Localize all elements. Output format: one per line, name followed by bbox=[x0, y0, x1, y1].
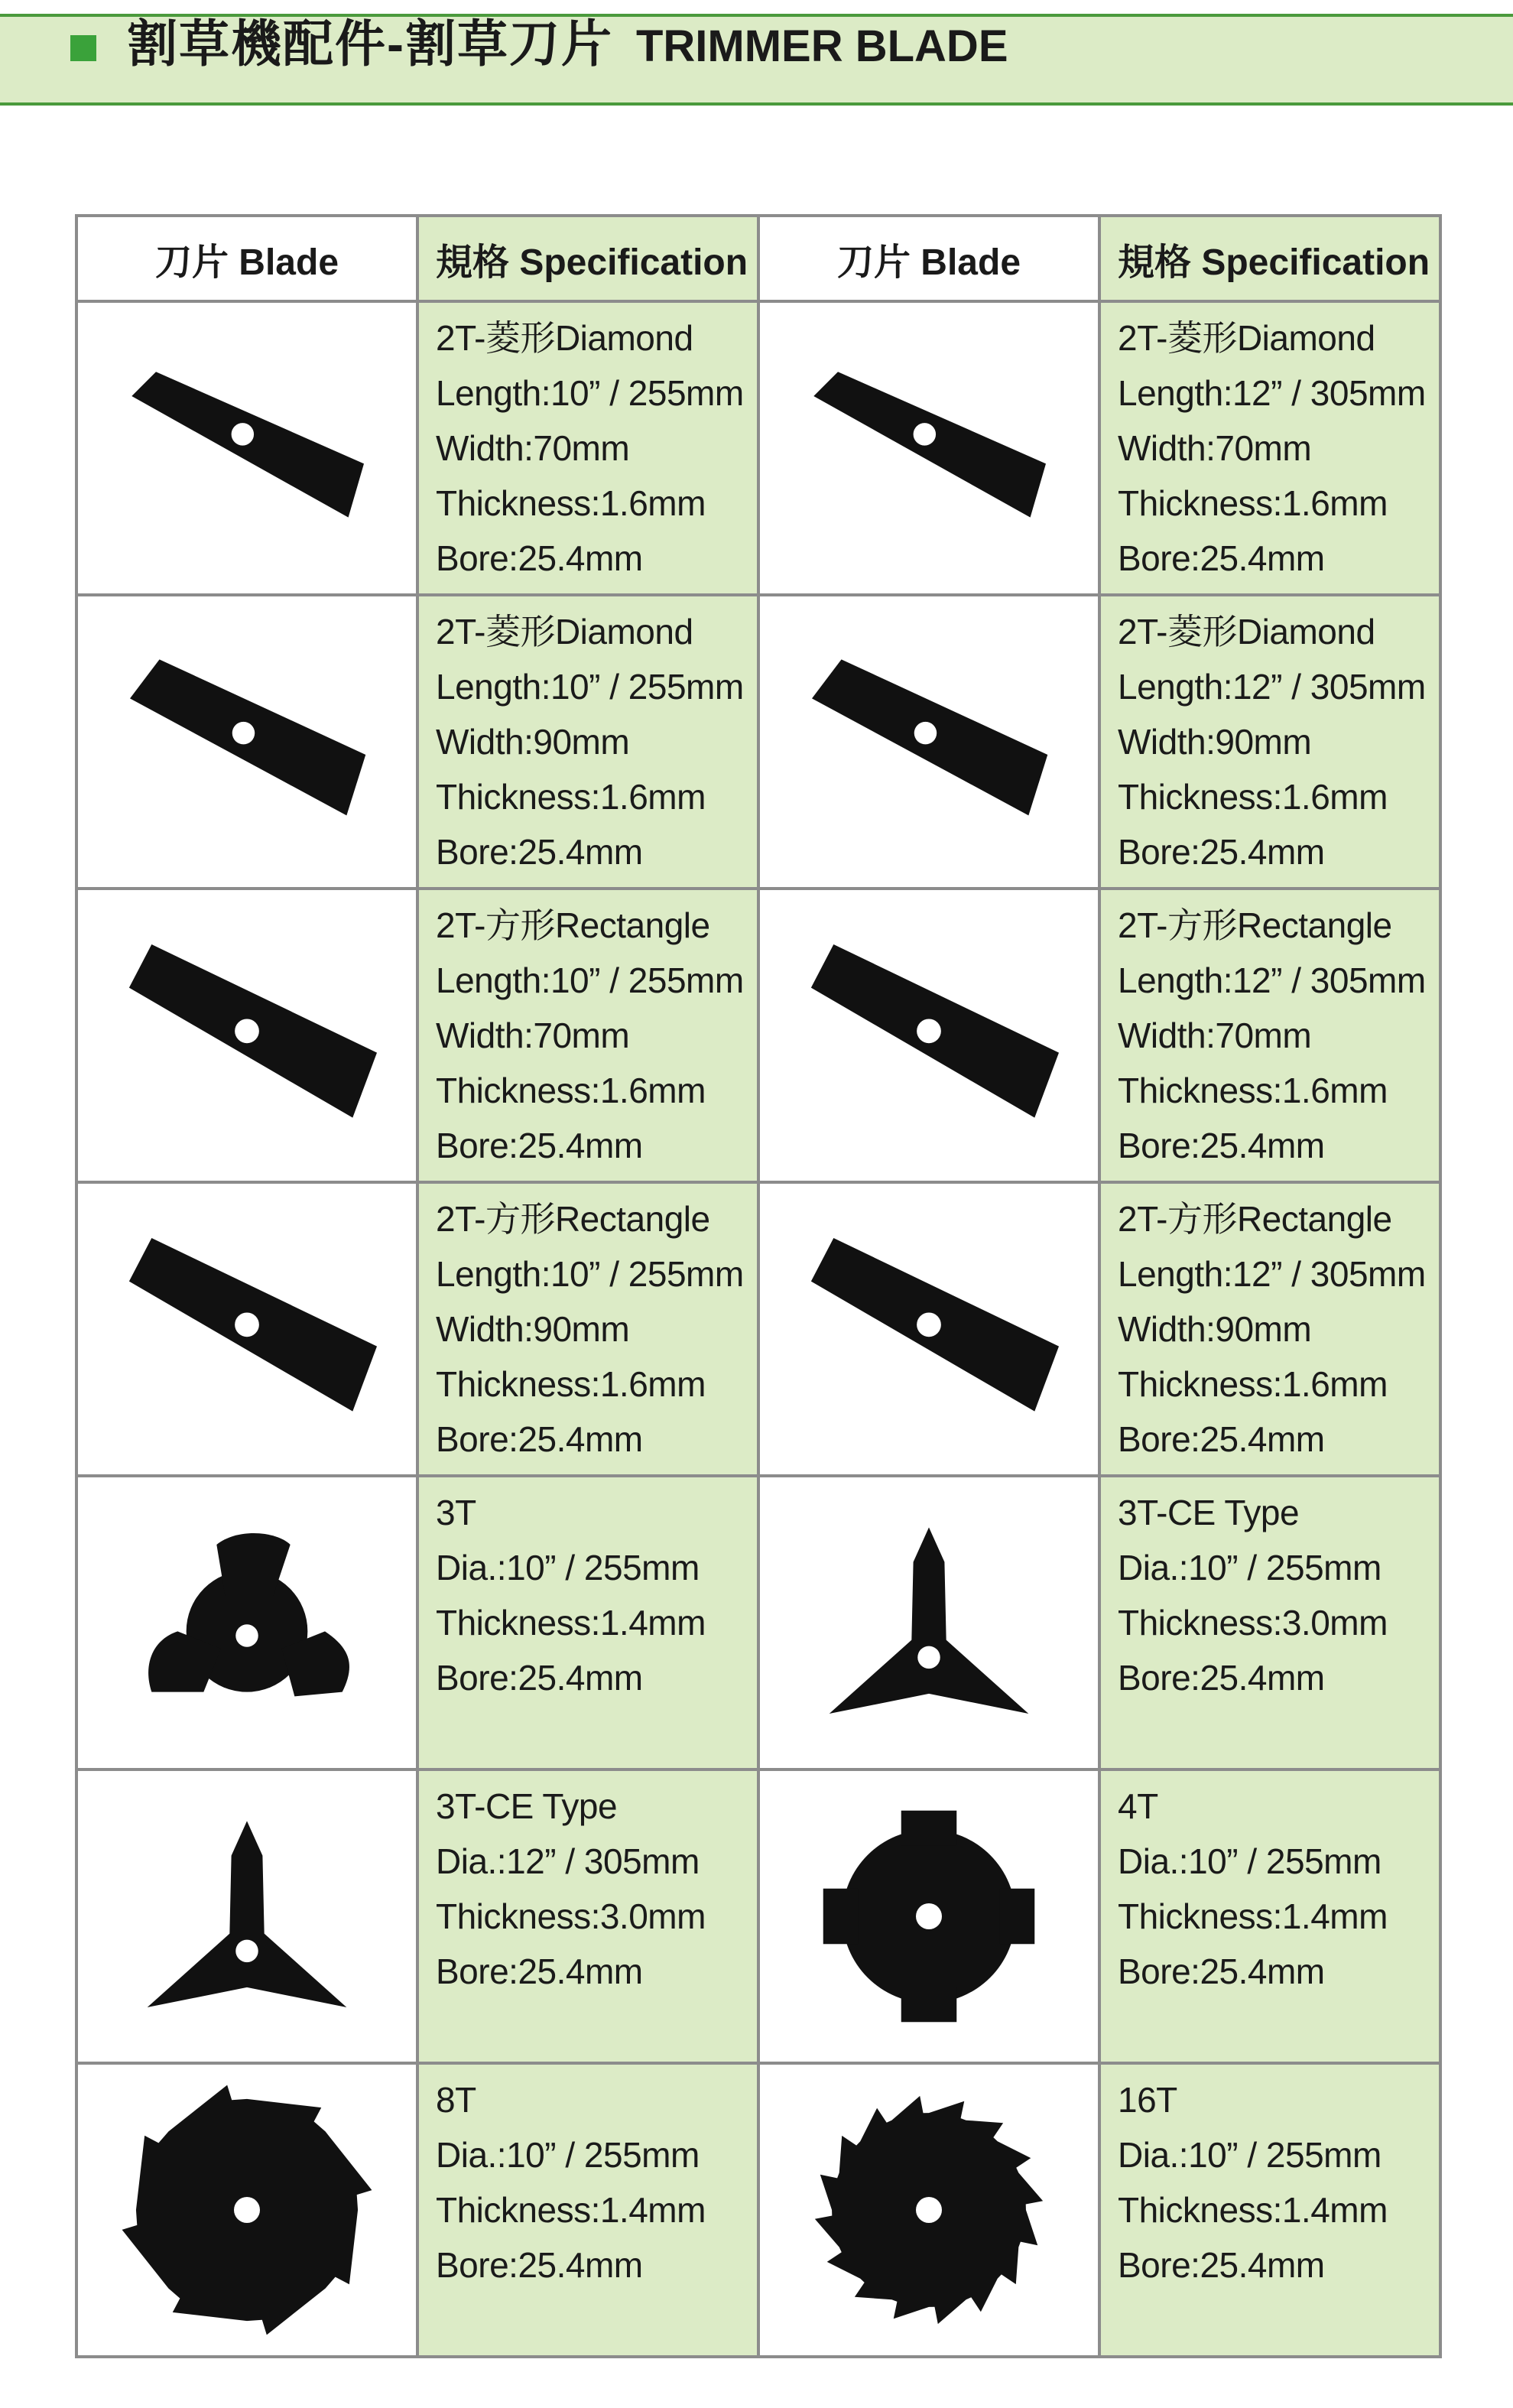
spec-line: Dia.:10” / 255mm bbox=[1118, 1841, 1382, 1881]
spec-line: Dia.:10” / 255mm bbox=[436, 2135, 700, 2175]
spec-line: 2T-菱形Diamond bbox=[436, 318, 693, 358]
spec-line: Thickness:3.0mm bbox=[436, 1896, 706, 1936]
spec-line: 4T bbox=[1118, 1786, 1158, 1826]
blade-image-cell-left bbox=[76, 889, 417, 1182]
blade-image-cell-left bbox=[76, 2063, 417, 2357]
spec-cell-right bbox=[1099, 889, 1440, 1182]
spec-cell-right bbox=[1099, 1476, 1440, 1769]
spec-line: Thickness:1.4mm bbox=[1118, 1896, 1388, 1936]
spec-line: 2T-方形Rectangle bbox=[436, 905, 710, 945]
spec-line: Thickness:3.0mm bbox=[1118, 1603, 1388, 1643]
spec-line: Dia.:12” / 305mm bbox=[436, 1841, 700, 1881]
spec-line: Bore:25.4mm bbox=[1118, 2245, 1325, 2285]
page-title-zh: 割草機配件-割草刀片 bbox=[127, 15, 613, 72]
spec-line: Length:12” / 305mm bbox=[1118, 1254, 1426, 1294]
spec-line: Width:90mm bbox=[1118, 722, 1312, 762]
spec-line: 3T-CE Type bbox=[436, 1786, 618, 1826]
spec-cell-left bbox=[417, 301, 758, 595]
rectangle-blade-90-icon bbox=[117, 1199, 377, 1459]
spec-cell-left bbox=[417, 595, 758, 889]
spec-line: Bore:25.4mm bbox=[1118, 832, 1325, 872]
spec-line: Bore:25.4mm bbox=[436, 1951, 643, 1991]
spec-line: 3T-CE Type bbox=[1118, 1493, 1300, 1532]
table-row bbox=[76, 1769, 1440, 2063]
table-row bbox=[76, 2063, 1440, 2357]
spec-cell-left bbox=[417, 1476, 758, 1769]
diamond-blade-70-icon bbox=[799, 318, 1059, 578]
page-title-en: TRIMMER BLADE bbox=[635, 21, 1008, 71]
header-blade-right: 刀片 Blade bbox=[758, 216, 1099, 301]
blade-image-cell-right bbox=[758, 1476, 1099, 1769]
header-bullet-square bbox=[70, 35, 96, 61]
spec-line: Width:70mm bbox=[436, 1016, 630, 1055]
table-row bbox=[76, 1182, 1440, 1476]
rectangle-blade-90-icon bbox=[799, 1199, 1059, 1459]
spec-line: 3T bbox=[436, 1493, 476, 1532]
spec-line: 2T-菱形Diamond bbox=[1118, 318, 1375, 358]
page-title bbox=[127, 17, 1008, 70]
spec-cell-left bbox=[417, 2063, 758, 2357]
spec-line: Thickness:1.4mm bbox=[1118, 2190, 1388, 2230]
header-blade-left: 刀片 Blade bbox=[76, 216, 417, 301]
spec-line: Length:10” / 255mm bbox=[436, 667, 744, 707]
spec-line: Width:70mm bbox=[1118, 428, 1312, 468]
spec-line: Thickness:1.6mm bbox=[1118, 1071, 1388, 1110]
spec-line: Thickness:1.6mm bbox=[436, 483, 706, 523]
blade-image-cell-left bbox=[76, 1182, 417, 1476]
spec-cell-left bbox=[417, 889, 758, 1182]
blade-image-cell-right bbox=[758, 1182, 1099, 1476]
spec-line: 2T-菱形Diamond bbox=[1118, 612, 1375, 652]
spec-line: 16T bbox=[1118, 2080, 1177, 2120]
sixteen-tooth-blade-icon bbox=[799, 2080, 1059, 2340]
spec-line: Thickness:1.6mm bbox=[1118, 1364, 1388, 1404]
spec-line: Bore:25.4mm bbox=[436, 2245, 643, 2285]
blade-image-cell-right bbox=[758, 595, 1099, 889]
spec-cell-left bbox=[417, 1769, 758, 2063]
spec-line: Length:10” / 255mm bbox=[436, 373, 744, 413]
table-row bbox=[76, 595, 1440, 889]
table-row bbox=[76, 1476, 1440, 1769]
spec-line: Bore:25.4mm bbox=[1118, 538, 1325, 578]
spec-line: 8T bbox=[436, 2080, 476, 2120]
blade-image-cell-right bbox=[758, 1769, 1099, 2063]
spec-line: Thickness:1.4mm bbox=[436, 2190, 706, 2230]
blade-image-cell-right bbox=[758, 889, 1099, 1182]
three-tooth-blade-icon bbox=[117, 1493, 377, 1753]
blade-image-cell-right bbox=[758, 2063, 1099, 2357]
spec-cell-right bbox=[1099, 595, 1440, 889]
spec-line: Bore:25.4mm bbox=[436, 1419, 643, 1459]
spec-cell-right bbox=[1099, 1182, 1440, 1476]
spec-line: Thickness:1.6mm bbox=[1118, 483, 1388, 523]
table-row bbox=[76, 301, 1440, 595]
spec-line: Width:70mm bbox=[1118, 1016, 1312, 1055]
spec-line: Bore:25.4mm bbox=[436, 832, 643, 872]
four-tooth-blade-icon bbox=[799, 1786, 1059, 2046]
spec-line: Dia.:10” / 255mm bbox=[1118, 2135, 1382, 2175]
diamond-blade-70-icon bbox=[117, 318, 377, 578]
spec-line: 2T-方形Rectangle bbox=[1118, 1199, 1392, 1239]
spec-table bbox=[75, 214, 1442, 2358]
spec-cell-right bbox=[1099, 301, 1440, 595]
blade-image-cell-left bbox=[76, 595, 417, 889]
diamond-blade-90-icon bbox=[117, 612, 377, 872]
spec-line: Bore:25.4mm bbox=[436, 538, 643, 578]
spec-line: Bore:25.4mm bbox=[1118, 1126, 1325, 1165]
spec-line: Width:70mm bbox=[436, 428, 630, 468]
rectangle-blade-70-icon bbox=[117, 905, 377, 1165]
spec-line: Bore:25.4mm bbox=[436, 1126, 643, 1165]
spec-line: Thickness:1.6mm bbox=[436, 777, 706, 817]
spec-line: Width:90mm bbox=[1118, 1309, 1312, 1349]
spec-line: Width:90mm bbox=[436, 1309, 630, 1349]
spec-line: Thickness:1.6mm bbox=[1118, 777, 1388, 817]
spec-line: Dia.:10” / 255mm bbox=[1118, 1548, 1382, 1587]
eight-tooth-blade-icon bbox=[117, 2080, 377, 2340]
spec-table-header-row bbox=[76, 216, 1440, 301]
spec-line: Bore:25.4mm bbox=[1118, 1951, 1325, 1991]
spec-cell-right bbox=[1099, 1769, 1440, 2063]
spec-line: Thickness:1.6mm bbox=[436, 1364, 706, 1404]
table-row bbox=[76, 889, 1440, 1182]
spec-line: Thickness:1.4mm bbox=[436, 1603, 706, 1643]
spec-line: 2T-方形Rectangle bbox=[1118, 905, 1392, 945]
rectangle-blade-70-icon bbox=[799, 905, 1059, 1165]
spec-line: Bore:25.4mm bbox=[1118, 1658, 1325, 1698]
blade-image-cell-left bbox=[76, 1769, 417, 2063]
spec-line: Length:10” / 255mm bbox=[436, 960, 744, 1000]
spec-line: Dia.:10” / 255mm bbox=[436, 1548, 700, 1587]
blade-image-cell-left bbox=[76, 1476, 417, 1769]
header-spec-right: 規格 Specification bbox=[1099, 216, 1440, 301]
spec-line: Width:90mm bbox=[436, 722, 630, 762]
blade-image-cell-right bbox=[758, 301, 1099, 595]
spec-cell-left bbox=[417, 1182, 758, 1476]
spec-line: Bore:25.4mm bbox=[1118, 1419, 1325, 1459]
spec-line: Thickness:1.6mm bbox=[436, 1071, 706, 1110]
diamond-blade-90-icon bbox=[799, 612, 1059, 872]
spec-line: Length:12” / 305mm bbox=[1118, 960, 1426, 1000]
spec-line: 2T-方形Rectangle bbox=[436, 1199, 710, 1239]
blade-image-cell-left bbox=[76, 301, 417, 595]
spec-line: Bore:25.4mm bbox=[436, 1658, 643, 1698]
spec-line: Length:10” / 255mm bbox=[436, 1254, 744, 1294]
spec-line: 2T-菱形Diamond bbox=[436, 612, 693, 652]
spec-line: Length:12” / 305mm bbox=[1118, 373, 1426, 413]
header-spec-left: 規格 Specification bbox=[417, 216, 758, 301]
spec-line: Length:12” / 305mm bbox=[1118, 667, 1426, 707]
three-tooth-ce-blade-icon bbox=[117, 1786, 377, 2046]
three-tooth-ce-blade-icon bbox=[799, 1493, 1059, 1753]
spec-cell-right bbox=[1099, 2063, 1440, 2357]
